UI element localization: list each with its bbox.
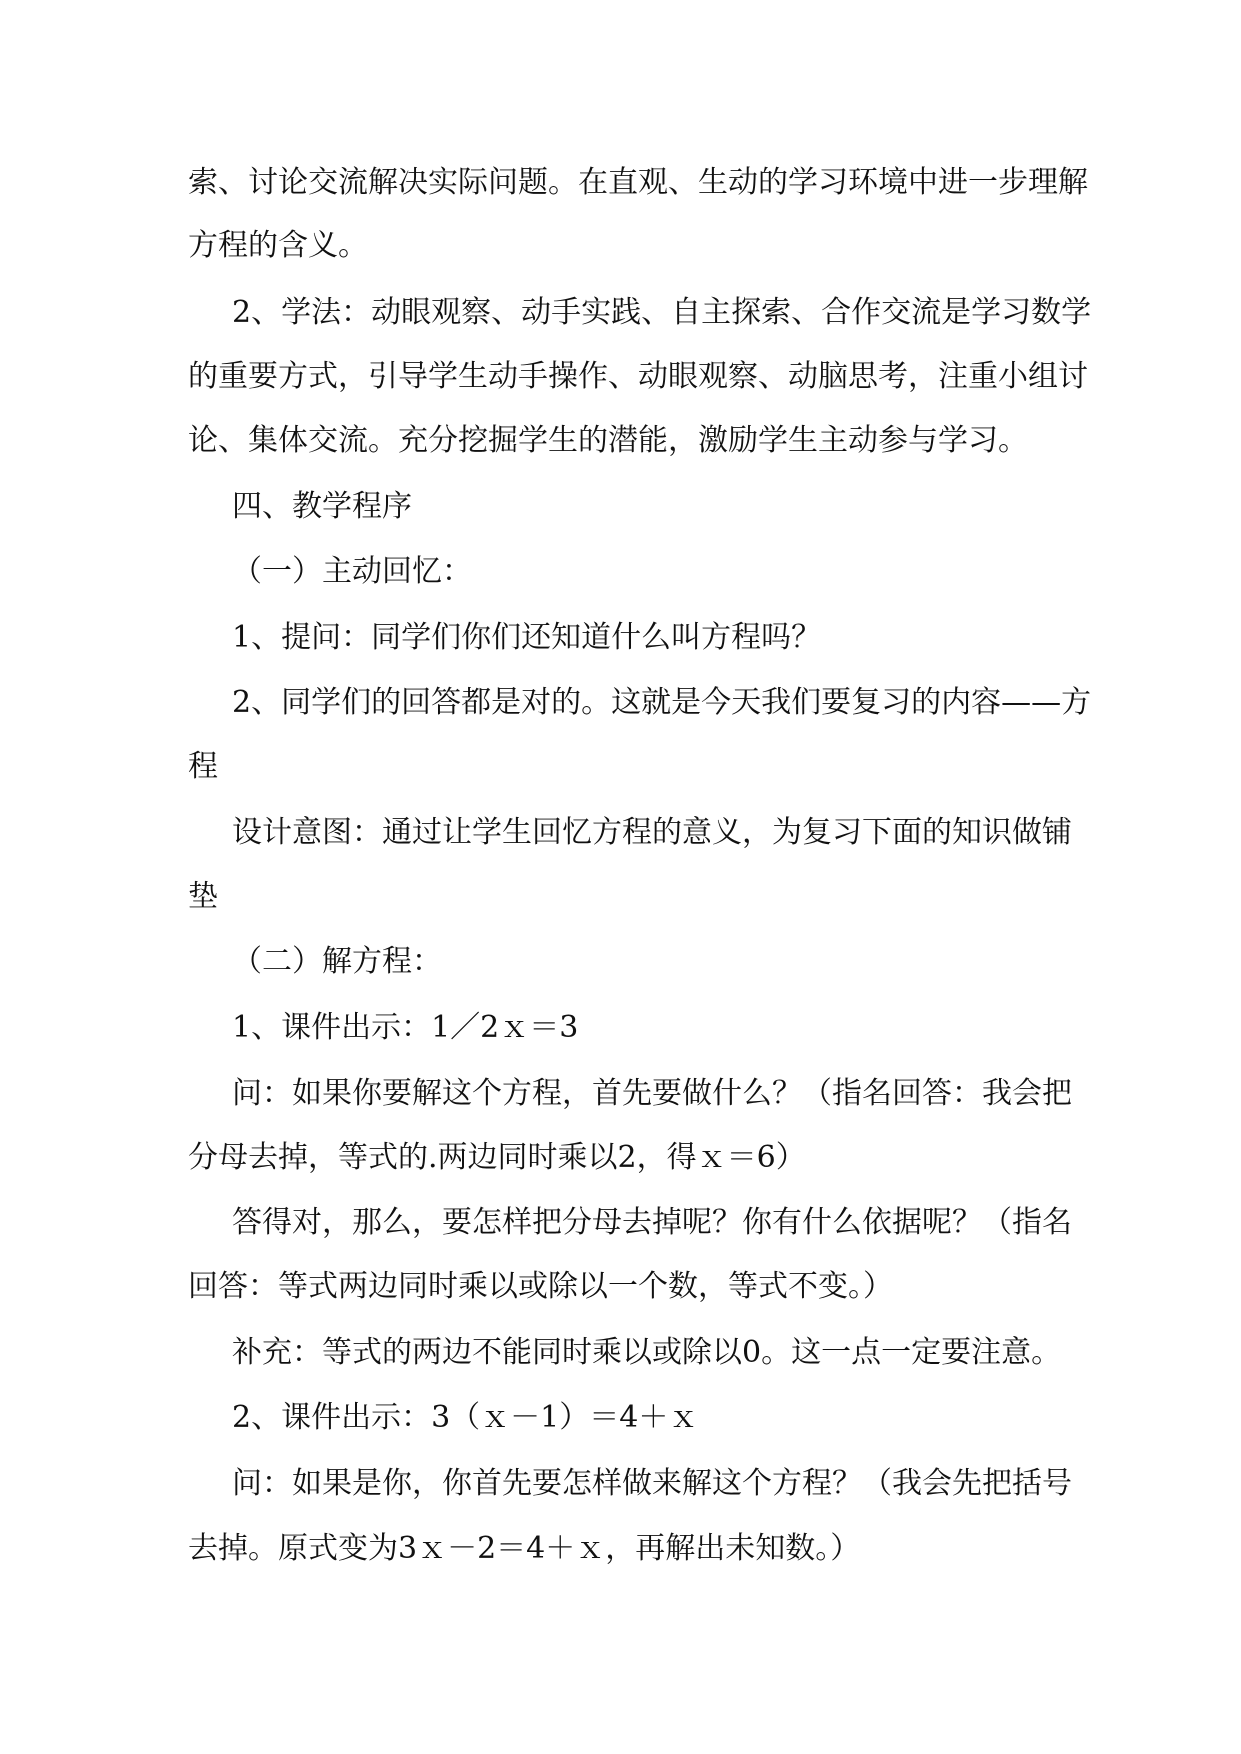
section-heading: 四、教学程序 — [232, 489, 412, 524]
text-line: 索、讨论交流解决实际问题。在直观、生动的学习环境中进一步理解 — [188, 165, 1088, 200]
text-line: 程 — [188, 749, 218, 784]
text-line: 1、提问：同学们你们还知道什么叫方程吗？ — [232, 620, 822, 655]
text-line: 去掉。原式变为3ｘ－2＝4＋ｘ，再解出未知数。） — [188, 1531, 861, 1566]
text-line: 垫 — [188, 879, 218, 914]
text-line: 设计意图：通过让学生回忆方程的意义，为复习下面的知识做铺 — [232, 815, 1072, 850]
text-line: 答得对，那么，要怎样把分母去掉呢？你有什么依据呢？（指名 — [232, 1205, 1072, 1240]
subsection-heading: （一）主动回忆： — [232, 554, 472, 589]
text-line: 论、集体交流。充分挖掘学生的潜能，激励学生主动参与学习。 — [188, 423, 1028, 458]
text-line: 问：如果是你，你首先要怎样做来解这个方程？（我会先把括号 — [232, 1466, 1072, 1501]
text-line: 2、同学们的回答都是对的。这就是今天我们要复习的内容——方 — [232, 685, 1092, 720]
text-line: 方程的含义。 — [188, 228, 368, 263]
text-line: 的重要方式，引导学生动手操作、动眼观察、动脑思考，注重小组讨 — [188, 359, 1088, 394]
subsection-heading: （二）解方程： — [232, 944, 442, 979]
text-line: 补充：等式的两边不能同时乘以或除以0。这一点一定要注意。 — [232, 1335, 1062, 1370]
text-line: 问：如果你要解这个方程，首先要做什么？（指名回答：我会把 — [232, 1076, 1072, 1111]
text-line: 2、学法：动眼观察、动手实践、自主探索、合作交流是学习数学 — [232, 295, 1092, 330]
text-line: 2、课件出示：3（ｘ－1）＝4＋ｘ — [232, 1400, 699, 1435]
text-line: 回答：等式两边同时乘以或除以一个数，等式不变。） — [188, 1269, 893, 1304]
text-line: 1、课件出示：1／2ｘ＝3 — [232, 1010, 579, 1045]
text-line: 分母去掉，等式的.两边同时乘以2，得ｘ＝6） — [188, 1140, 806, 1175]
